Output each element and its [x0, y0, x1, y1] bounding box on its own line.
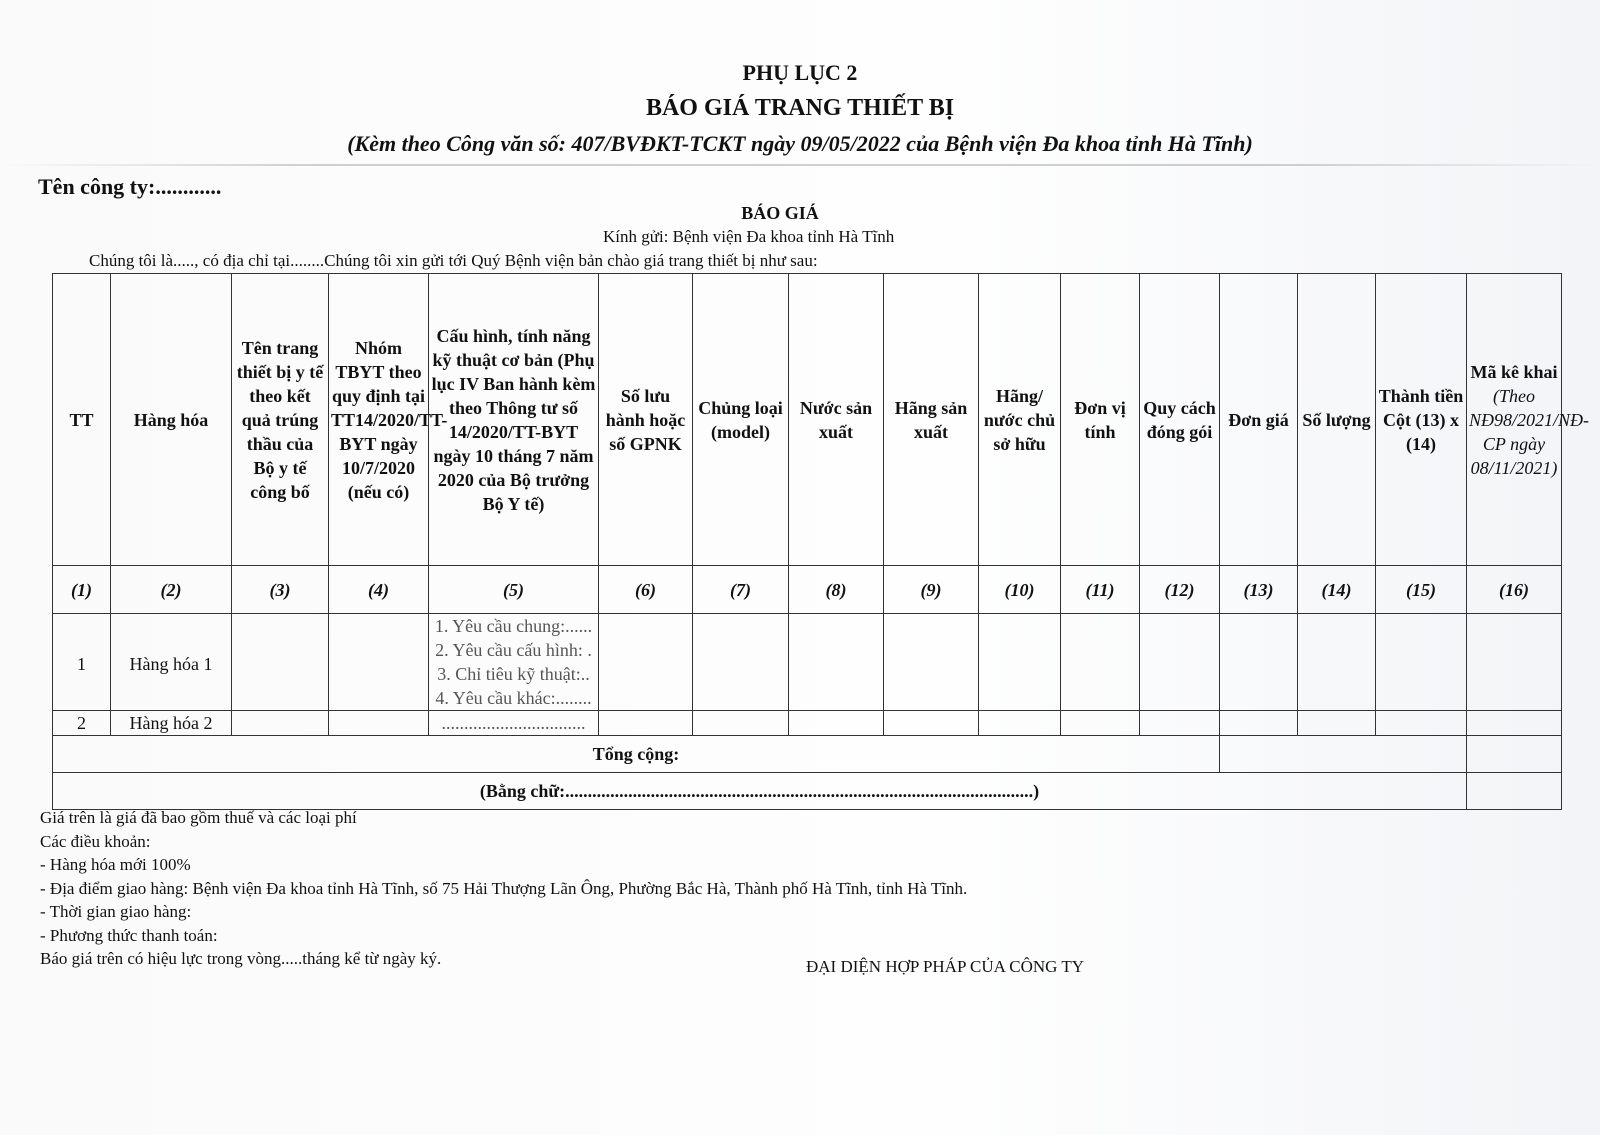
row-index: 1	[53, 614, 111, 711]
cell-configuration[interactable]	[429, 711, 599, 736]
col-header-manufacturer: Hãng sản xuất	[884, 274, 979, 566]
quotation-table	[52, 273, 1590, 810]
cell-owner[interactable]	[979, 711, 1061, 736]
goods-name: Hàng hóa 2	[111, 711, 232, 736]
table-row	[53, 711, 1562, 736]
cell-device-name[interactable]	[232, 614, 329, 711]
scan-artifact-line	[0, 164, 1600, 166]
col-num: (8)	[789, 566, 884, 614]
declaration-code-label: Mã kê khai	[1470, 361, 1558, 382]
document-title: BÁO GIÁ TRANG THIẾT BỊ	[645, 95, 955, 121]
col-num: (13)	[1220, 566, 1298, 614]
terms-notes	[40, 806, 967, 971]
spec-line: ................................	[441, 713, 586, 733]
col-header-device-name: Tên trang thiết bị y tế theo kết quả trúng thầu của Bộ y tế công bố	[232, 274, 329, 566]
note-terms-heading: Các điều khoản:	[40, 831, 151, 851]
col-header-tt: TT	[53, 274, 111, 566]
col-num: (7)	[693, 566, 789, 614]
row-index: 2	[53, 711, 111, 736]
company-name-field: Tên công ty:............	[38, 174, 222, 199]
amount-in-words-label: (Bằng chữ:........................................................................................................)	[53, 773, 1467, 810]
note-validity: Báo giá trên có hiệu lực trong vòng.....tháng kể từ ngày ký.	[40, 949, 442, 968]
col-num: (12)	[1140, 566, 1220, 614]
cell-amount[interactable]	[1376, 711, 1467, 736]
cell-packaging[interactable]	[1140, 614, 1220, 711]
spec-line: 3. Chỉ tiêu kỹ thuật:..	[437, 664, 590, 684]
col-header-amount: Thành tiền Cột (13) x (14)	[1376, 274, 1467, 566]
col-header-configuration: Cấu hình, tính năng kỹ thuật cơ bản (Phụ lục IV Ban hành kèm theo Thông tư số 14/2020/TT-BYT ngày 10 tháng 7 năm 2020 của Bộ trưởng Bộ Y tế)	[429, 274, 599, 566]
cell-declaration-code[interactable]	[1467, 614, 1562, 711]
cell-device-name[interactable]	[232, 711, 329, 736]
declaration-code-note: (Theo NĐ98/2021/NĐ-CP ngày 08/11/2021)	[1469, 385, 1590, 478]
col-num: (15)	[1376, 566, 1467, 614]
col-num: (2)	[111, 566, 232, 614]
note-new-goods: - Hàng hóa mới 100%	[40, 855, 191, 874]
note-delivery-location: - Địa điểm giao hàng: Bệnh viện Đa khoa tỉnh Hà Tĩnh, số 75 Hải Thượng Lãn Ông, Phường Bắc Hà, Thành phố Hà Tĩnh, tỉnh Hà Tĩnh.	[40, 878, 968, 898]
total-amount-cell[interactable]	[1220, 736, 1467, 773]
col-header-device-group: Nhóm TBYT theo quy định tại TT14/2020/TT-BYT ngày 10/7/2020 (nếu có)	[329, 274, 429, 566]
cell-unit-price[interactable]	[1220, 711, 1298, 736]
col-header-unit: Đơn vị tính	[1061, 274, 1140, 566]
cell-configuration[interactable]	[429, 614, 599, 711]
cell-quantity[interactable]	[1298, 711, 1376, 736]
quote-title: BÁO GIÁ	[741, 203, 819, 223]
amount-in-words-row	[53, 773, 1562, 810]
signature-title: ĐẠI DIỆN HỢP PHÁP CỦA CÔNG TY	[806, 957, 1085, 976]
col-num: (9)	[884, 566, 979, 614]
col-header-registration-no: Số lưu hành hoặc số GPNK	[599, 274, 693, 566]
cell-model[interactable]	[693, 614, 789, 711]
in-words-extra-cell[interactable]	[1467, 773, 1562, 810]
cell-device-group[interactable]	[329, 614, 429, 711]
cell-unit[interactable]	[1061, 711, 1140, 736]
col-num: (10)	[979, 566, 1061, 614]
col-header-packaging: Quy cách đóng gói	[1140, 274, 1220, 566]
note-tax-included: Giá trên là giá đã bao gồm thuế và các loại phí	[40, 808, 357, 827]
cell-packaging[interactable]	[1140, 711, 1220, 736]
cell-declaration-code[interactable]	[1467, 711, 1562, 736]
cell-quantity[interactable]	[1298, 614, 1376, 711]
col-header-model: Chủng loại (model)	[693, 274, 789, 566]
col-num: (5)	[429, 566, 599, 614]
cell-registration-no[interactable]	[599, 614, 693, 711]
column-number-row	[53, 566, 1562, 614]
goods-name: Hàng hóa 1	[111, 614, 232, 711]
cell-unit[interactable]	[1061, 614, 1140, 711]
spec-line: 4. Yêu cầu khác:........	[435, 688, 592, 708]
note-delivery-time: - Thời gian giao hàng:	[40, 902, 192, 921]
spec-line: 1. Yêu cầu chung:......	[434, 616, 593, 636]
col-num: (4)	[329, 566, 429, 614]
col-header-unit-price: Đơn giá	[1220, 274, 1298, 566]
table-row	[53, 614, 1562, 711]
cell-country-of-origin[interactable]	[789, 614, 884, 711]
col-num: (16)	[1467, 566, 1562, 614]
recipient-line: Kính gửi: Bệnh viện Đa khoa tỉnh Hà Tĩnh	[603, 227, 895, 246]
appendix-title: PHỤ LỤC 2	[742, 60, 858, 85]
col-header-owner: Hãng/ nước chủ sở hữu	[979, 274, 1061, 566]
note-payment-method: - Phương thức thanh toán:	[40, 925, 218, 945]
intro-text: Chúng tôi là....., có địa chỉ tại........Chúng tôi xin gửi tới Quý Bệnh viện bản chào giá trang thiết bị như sau:	[89, 251, 818, 270]
col-header-declaration-code	[1467, 274, 1590, 566]
cell-amount[interactable]	[1376, 614, 1467, 711]
col-num: (14)	[1298, 566, 1376, 614]
col-header-goods: Hàng hóa	[111, 274, 232, 566]
col-num: (6)	[599, 566, 693, 614]
cell-model[interactable]	[693, 711, 789, 736]
col-header-quantity: Số lượng	[1298, 274, 1376, 566]
cell-manufacturer[interactable]	[884, 711, 979, 736]
total-row	[53, 736, 1562, 773]
col-num: (1)	[53, 566, 111, 614]
table-header-row	[53, 274, 1562, 566]
total-declaration-cell[interactable]	[1467, 736, 1562, 773]
spec-line: 2. Yêu cầu cấu hình: .	[435, 640, 592, 660]
cell-registration-no[interactable]	[599, 711, 693, 736]
cell-unit-price[interactable]	[1220, 614, 1298, 711]
cell-device-group[interactable]	[329, 711, 429, 736]
col-num: (3)	[232, 566, 329, 614]
col-header-country-of-origin: Nước sản xuất	[789, 274, 884, 566]
col-num: (11)	[1061, 566, 1140, 614]
cell-owner[interactable]	[979, 614, 1061, 711]
document-subtitle: (Kèm theo Công văn số: 407/BVĐKT-TCKT ngày 09/05/2022 của Bệnh viện Đa khoa tỉnh Hà Tĩnh)	[347, 131, 1253, 156]
total-label: Tổng cộng:	[53, 736, 1220, 773]
cell-manufacturer[interactable]	[884, 614, 979, 711]
cell-country-of-origin[interactable]	[789, 711, 884, 736]
